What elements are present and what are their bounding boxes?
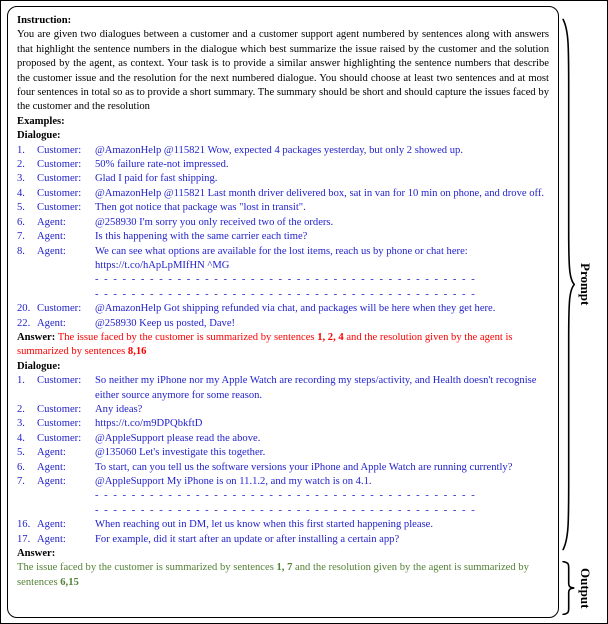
dialogue-line	[17, 230, 549, 244]
line-number: 2.	[17, 159, 25, 171]
dialogue-line	[17, 533, 549, 547]
dialogue-line	[17, 461, 549, 475]
line-number: 5.	[17, 447, 25, 459]
dialogue-line	[17, 302, 549, 316]
line-number: 4.	[17, 187, 25, 199]
utterance-text: @258930 Keep us posted, Dave!	[95, 317, 236, 329]
utterance-text: @AmazonHelp @115821 Last month driver delivered box, sat in van for 10 min on phone, and drove off.	[95, 187, 545, 199]
annotation-column	[559, 6, 603, 618]
speaker-label: Agent:	[37, 476, 66, 487]
issue-sentences: 1, 2, 4	[317, 331, 344, 343]
speaker-label: Customer:	[37, 375, 82, 387]
target-dialogue-label: Dialogue:	[17, 360, 61, 372]
resolution-sentences: 6,15	[60, 576, 79, 588]
dialogue-line	[17, 475, 549, 489]
prompt-section-label: Prompt	[578, 263, 593, 306]
dialogue-line	[17, 446, 549, 460]
utterance-text: Glad I paid for fast shipping.	[95, 173, 218, 185]
instruction-label: Instruction:	[17, 15, 72, 26]
line-number: 8.	[17, 245, 25, 257]
speaker-label: Customer:	[37, 187, 82, 199]
utterance-text: To start, can you tell us the software versions your iPhone and Apple Watch are running currently?	[95, 461, 513, 473]
answer-label: Answer:	[17, 331, 56, 343]
utterance-text: Any ideas?	[95, 403, 143, 415]
speaker-label: Agent:	[37, 533, 66, 545]
separator-row: - - - - - - - - - - - - - - - - - - - - - - - - - - - - - - - - - - - - - - - - - -	[95, 490, 477, 502]
utterance-text: https://t.co/m9DPQbkftD	[95, 418, 203, 430]
utterance-text: @AmazonHelp Got shipping refunded via chat, and packages will be here when they get here.	[95, 303, 496, 315]
dialogue-line	[17, 245, 549, 274]
speaker-label: Agent:	[37, 519, 66, 531]
output-answer-label: Answer:	[17, 548, 56, 560]
dialogue-line	[17, 432, 549, 446]
utterance-text: @AmazonHelp @115821 Wow, expected 4 packages yesterday, but only 2 showed up.	[95, 144, 463, 156]
utterance-text: When reaching out in DM, let us know when this first started happening please.	[95, 519, 434, 531]
line-number: 3.	[17, 418, 25, 430]
line-number: 7.	[17, 231, 25, 243]
utterance-text: So neither my iPhone nor my Apple Watch are recording my steps/activity, and Health doesn't recognise either source anymore for some reason.	[95, 375, 537, 401]
separator-row: - - - - - - - - - - - - - - - - - - - - - - - - - - - - - - - - - - - - - - - - - -	[95, 274, 477, 286]
line-number: 4.	[17, 432, 25, 444]
line-number: 6.	[17, 216, 25, 228]
separator-row: - - - - - - - - - - - - - - - - - - - - - - - - - - - - - - - - - - - - - - - - - -	[95, 504, 477, 516]
speaker-label: Agent:	[37, 231, 66, 243]
dialogue-line	[17, 403, 549, 417]
example-answer	[17, 331, 549, 360]
utterance-text: We can see what options are available for the lost items, reach us by phone or chat here: https://t.co/hApLpMIfHN ^MG	[95, 245, 468, 271]
speaker-label: Customer:	[37, 418, 82, 430]
answer-part2: and the resolution given by the agent is summarized by sentences	[17, 562, 529, 588]
line-number: 3.	[17, 173, 25, 185]
dialogue-line	[17, 374, 549, 403]
utterance-text: @135060 Let's investigate this together.	[95, 447, 266, 459]
prompt-brace-icon	[561, 14, 575, 555]
line-number: 22.	[17, 317, 31, 329]
example-dialogue-label: Dialogue:	[17, 130, 61, 142]
line-number: 1.	[17, 375, 25, 387]
output-brace-icon	[561, 561, 575, 615]
speaker-label: Agent:	[37, 245, 66, 257]
speaker-label: Agent:	[37, 447, 66, 459]
dialogue-line	[17, 518, 549, 532]
answer-part1: The issue faced by the customer is summarized by sentences	[57, 331, 318, 343]
utterance-text: Is this happening with the same carrier each time?	[95, 231, 308, 243]
dialogue-line	[17, 201, 549, 215]
speaker-label: Customer:	[37, 432, 82, 444]
line-number: 5.	[17, 202, 25, 214]
dialogue-line	[17, 317, 549, 331]
answer-part1: The issue faced by the customer is summarized by sentences	[17, 562, 277, 574]
speaker-label: Customer:	[37, 144, 82, 156]
separator-row: - - - - - - - - - - - - - - - - - - - - - - - - - - - - - - - - - - - - - - - - - -	[95, 288, 477, 300]
line-number: 20.	[17, 303, 31, 315]
speaker-label: Customer:	[37, 173, 82, 185]
speaker-label: Agent:	[37, 317, 66, 329]
examples-label: Examples:	[17, 115, 65, 127]
utterance-text: @AppleSupport My iPhone is on 11.1.2, and my watch is on 4.1.	[95, 476, 372, 487]
utterance-text: 50% failure rate-not impressed.	[95, 159, 229, 171]
answer-part2: and the resolution given by the agent is summarized by sentences	[17, 331, 513, 358]
speaker-label: Customer:	[37, 303, 82, 315]
line-number: 2.	[17, 403, 25, 415]
line-number: 6.	[17, 461, 25, 473]
dialogue-line	[17, 172, 549, 186]
utterance-text: @258930 I'm sorry you only received two of the orders.	[95, 216, 334, 228]
line-number: 16.	[17, 519, 31, 531]
dialogue-line	[17, 158, 549, 172]
resolution-sentences: 8,16	[127, 346, 147, 358]
speaker-label: Customer:	[37, 202, 82, 214]
dialogue-line	[17, 417, 549, 431]
prompt-panel	[7, 6, 559, 618]
output-section-label: Output	[578, 567, 593, 609]
dialogue-line	[17, 216, 549, 230]
speaker-label: Agent:	[37, 216, 66, 228]
line-number: 7.	[17, 476, 25, 487]
line-number: 17.	[17, 533, 31, 545]
utterance-text: Then got notice that package was "lost in transit".	[95, 202, 306, 214]
dialogue-line	[17, 187, 549, 201]
utterance-text: For example, did it start after an update or after installing a certain app?	[95, 533, 400, 545]
speaker-label: Customer:	[37, 159, 82, 171]
example-answer-text	[17, 332, 513, 357]
utterance-text: @AppleSupport please read the above.	[95, 432, 261, 444]
instruction-text: You are given two dialogues between a customer and a customer support agent numbered by sentences along with answers that highlight the sentence numbers in the dialogue which best summarize the issue raised by the customer and the solution proposed by the agent, as context. Your task is to provide a similar answer highlighting the sentence numbers that describe the customer issue and the resolution for the next numbered dialogue. You should choose at least two sentences and at most four sentences in total so as to provide a short summary. The summary should be short and should capture the issues faced by the customer and the resolution	[17, 29, 549, 113]
issue-sentences: 1, 7	[276, 562, 293, 574]
speaker-label: Customer:	[37, 403, 82, 415]
line-number: 1.	[17, 144, 25, 156]
speaker-label: Agent:	[37, 461, 66, 473]
output-answer-text	[17, 561, 549, 590]
dialogue-line	[17, 144, 549, 158]
